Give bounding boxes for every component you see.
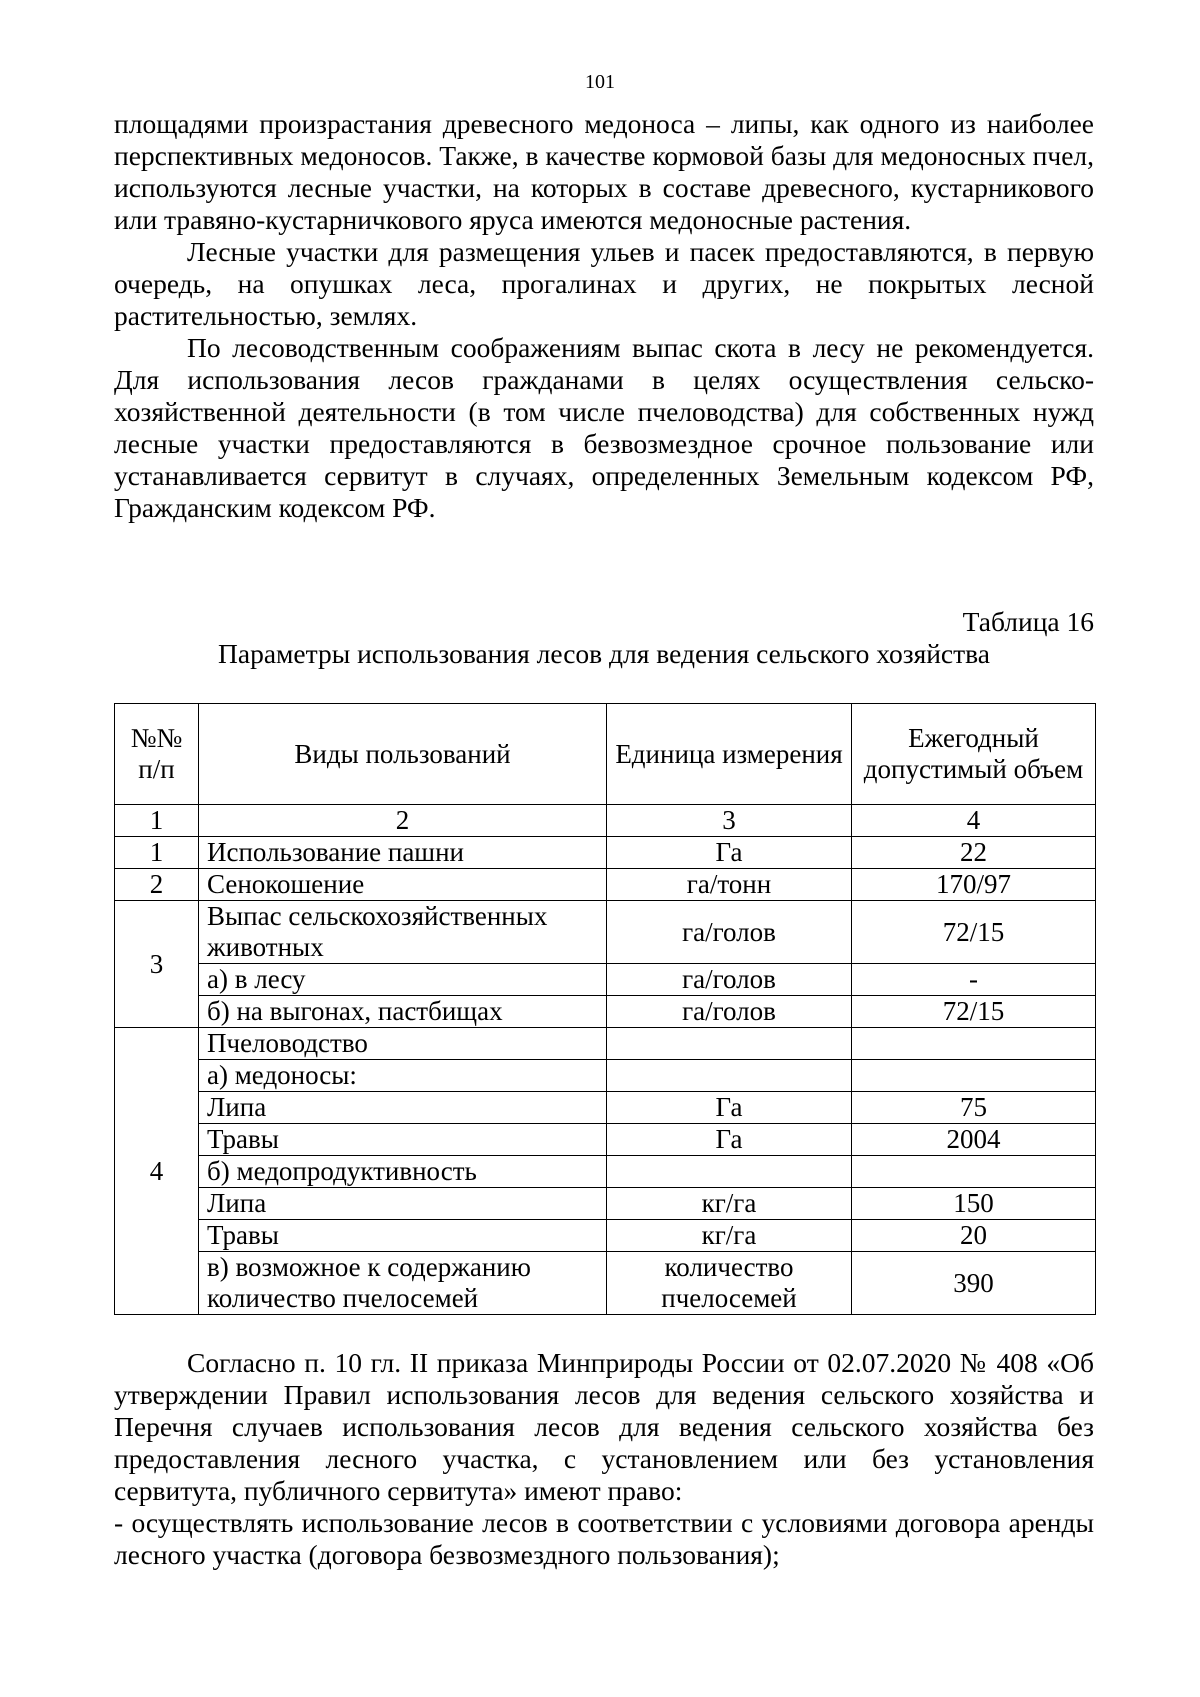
table-number: Таблица 16 (962, 606, 1094, 637)
unit: количество пчелосемей (607, 1252, 852, 1315)
usage-type: Использование пашни (199, 837, 607, 869)
usage-type: в) возможное к содержанию количество пчелосемей (199, 1252, 607, 1315)
usage-type: Травы (199, 1220, 607, 1252)
unit: Га (607, 837, 852, 869)
paragraph: площадями произрастания древесного медоноса – липы, как одного из наиболее перспективных медоносов. Также, в качестве кормовой базы для медоносных пчел, используются лесные участки, на которых в составе древесного, кустарникового или травяно-кустарничкового яруса имеются медоносные растения. (114, 108, 1094, 235)
unit: га/тонн (607, 869, 852, 901)
table-title: Параметры использования лесов для ведения сельского хозяйства (218, 638, 990, 669)
table-row (115, 1092, 1096, 1124)
unit: Га (607, 1124, 852, 1156)
header-cell: №№ п/п (115, 704, 199, 805)
table-row (115, 996, 1096, 1028)
usage-type: Липа (199, 1092, 607, 1124)
table-row (115, 869, 1096, 901)
paragraph: - осуществлять использование лесов в соответствии с условиями договора аренды лесного участка (договора безвозмездного пользования); (114, 1507, 1094, 1570)
unit (607, 1156, 852, 1188)
table-row (115, 1060, 1096, 1092)
annual-volume: 2004 (852, 1124, 1096, 1156)
column-number-row (115, 805, 1096, 837)
row-number: 3 (115, 901, 199, 1028)
table-row (115, 1252, 1096, 1315)
annual-volume: 75 (852, 1092, 1096, 1124)
table-row (115, 901, 1096, 964)
annual-volume: 72/15 (852, 996, 1096, 1028)
usage-type: Выпас сельскохозяйственных животных (199, 901, 607, 964)
annual-volume: 22 (852, 837, 1096, 869)
unit: га/голов (607, 901, 852, 964)
usage-type: Сенокошение (199, 869, 607, 901)
table-row (115, 1220, 1096, 1252)
paragraph: По лесоводственным соображениям выпас скота в лесу не рекомендуется. Для использования лесов гражданами в целях осуществления сельско-хозяйственной деятельности (в том числе пчеловодства) для собственных нужд лесные участки предоставляются в безвозмездное срочное пользование или устанавливается сервитут в случаях, определенных Земельным кодексом РФ, Гражданским кодексом РФ. (114, 332, 1094, 523)
column-number: 3 (607, 805, 852, 837)
table-row (115, 964, 1096, 996)
usage-parameters-table (114, 703, 1096, 1315)
usage-type: а) в лесу (199, 964, 607, 996)
header-cell: Виды пользований (199, 704, 607, 805)
unit (607, 1028, 852, 1060)
annual-volume (852, 1060, 1096, 1092)
unit: Га (607, 1092, 852, 1124)
annual-volume: 20 (852, 1220, 1096, 1252)
annual-volume: 390 (852, 1252, 1096, 1315)
header-cell: Ежегодный допустимый объем (852, 704, 1096, 805)
table-row (115, 1124, 1096, 1156)
annual-volume: 150 (852, 1188, 1096, 1220)
usage-type: Травы (199, 1124, 607, 1156)
row-number: 2 (115, 869, 199, 901)
unit (607, 1060, 852, 1092)
row-number: 4 (115, 1028, 199, 1315)
page-number: 101 (585, 71, 615, 93)
paragraph: Лесные участки для размещения ульев и пасек предоставляются, в первую очередь, на опушках леса, прогалинах и других, не покрытых лесной растительностью, землях. (114, 236, 1094, 331)
annual-volume: - (852, 964, 1096, 996)
unit: га/голов (607, 964, 852, 996)
header-cell: Единица измерения (607, 704, 852, 805)
usage-type: б) медопродуктивность (199, 1156, 607, 1188)
table-header-row (115, 704, 1096, 805)
intro-text (114, 108, 1094, 524)
usage-type: Пчеловодство (199, 1028, 607, 1060)
usage-type: б) на выгонах, пастбищах (199, 996, 607, 1028)
column-number: 1 (115, 805, 199, 837)
table-row (115, 1028, 1096, 1060)
annual-volume: 72/15 (852, 901, 1096, 964)
usage-type: Липа (199, 1188, 607, 1220)
unit: кг/га (607, 1220, 852, 1252)
unit: га/голов (607, 996, 852, 1028)
annual-volume (852, 1028, 1096, 1060)
annual-volume (852, 1156, 1096, 1188)
row-number: 1 (115, 837, 199, 869)
usage-type: а) медоносы: (199, 1060, 607, 1092)
unit: кг/га (607, 1188, 852, 1220)
column-number: 2 (199, 805, 607, 837)
table-row (115, 837, 1096, 869)
annual-volume: 170/97 (852, 869, 1096, 901)
table-row (115, 1188, 1096, 1220)
column-number: 4 (852, 805, 1096, 837)
table-row (115, 1156, 1096, 1188)
footer-text (114, 1347, 1094, 1571)
paragraph: Согласно п. 10 гл. II приказа Минприроды России от 02.07.2020 № 408 «Об утверждении Правил использования лесов для ведения сельского хозяйства и Перечня случаев использования лесов для ведения сельского хозяйства без предоставления лесного участка, с установлением или без установления сервитута, публичного сервитута» имеют право: (114, 1347, 1094, 1506)
